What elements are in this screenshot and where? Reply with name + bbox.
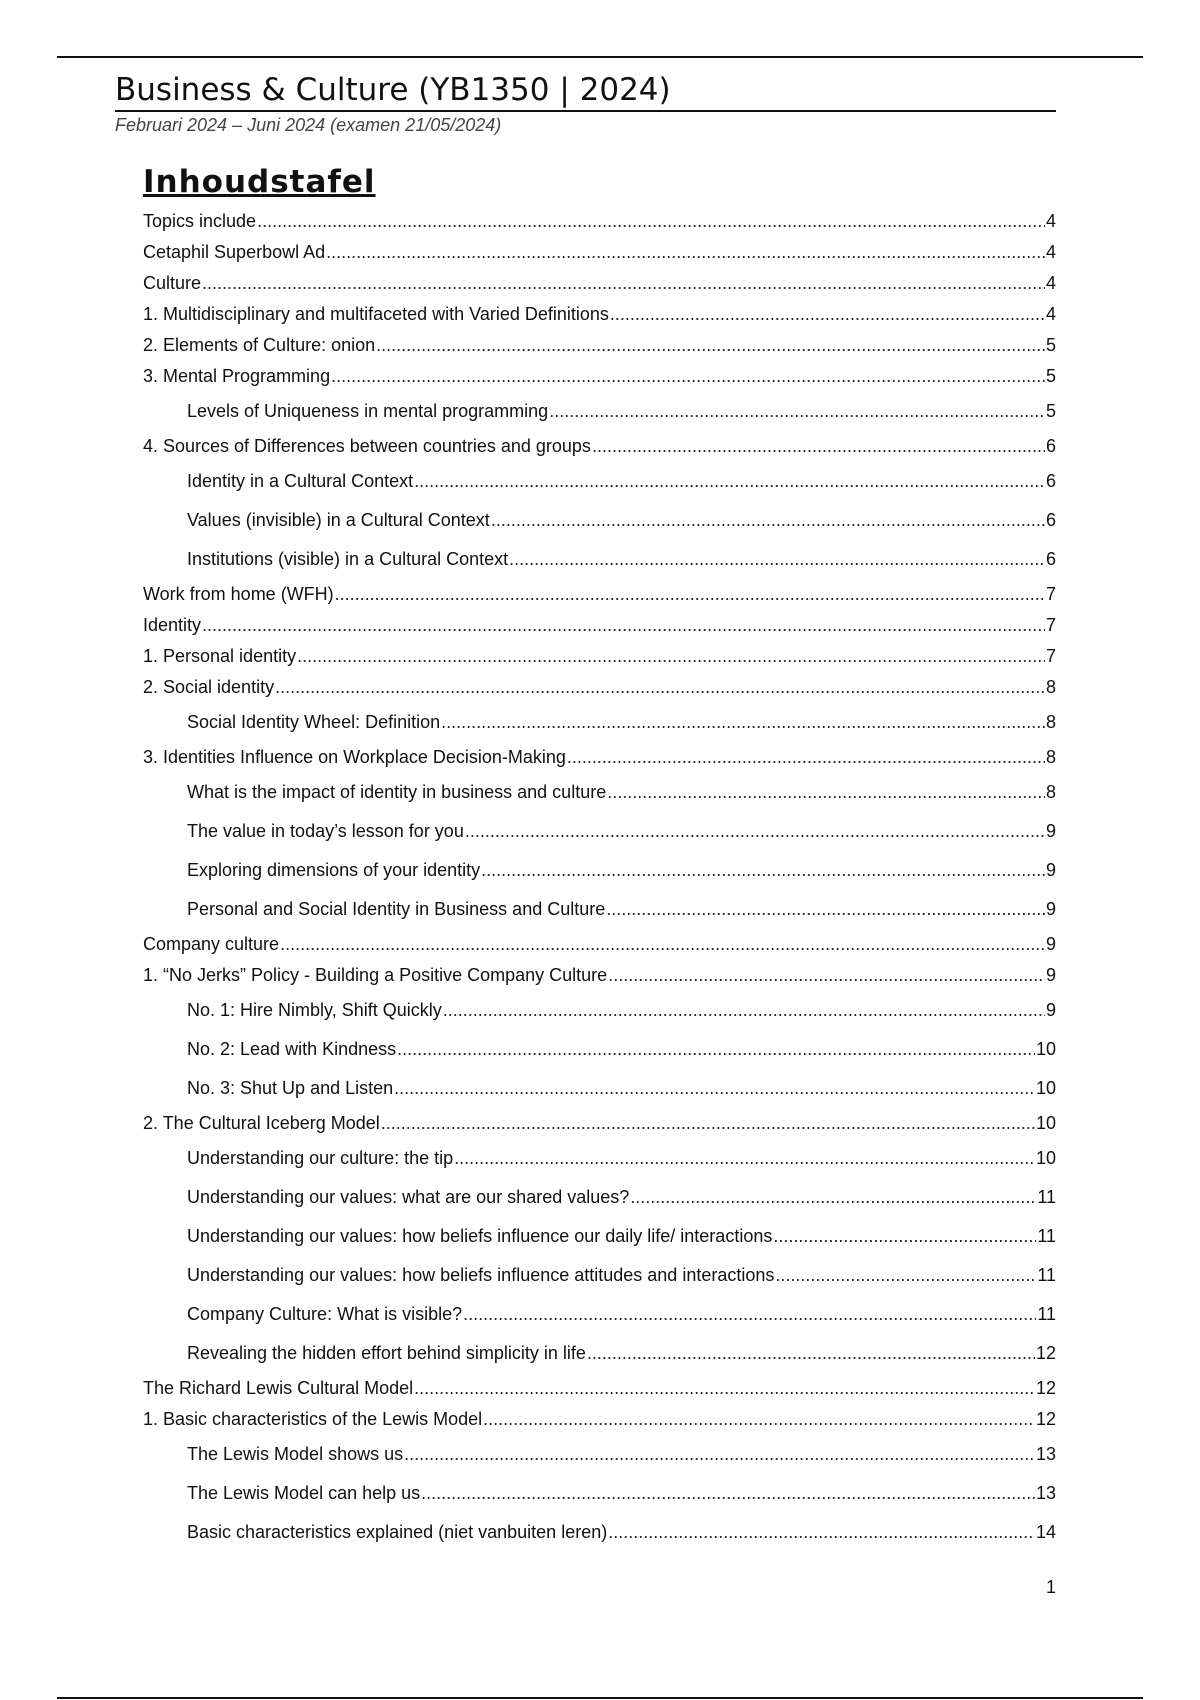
toc-dot-leader bbox=[275, 672, 1045, 703]
toc-entry[interactable] bbox=[143, 703, 1056, 742]
toc-entry[interactable] bbox=[143, 1139, 1056, 1178]
toc-entry-label: Institutions (visible) in a Cultural Context bbox=[187, 549, 509, 569]
toc-entry-page: 12 bbox=[1035, 1343, 1056, 1363]
toc-entry-label: 1. “No Jerks” Policy - Building a Positive Company Culture bbox=[143, 965, 608, 985]
toc-dot-leader bbox=[463, 1295, 1036, 1334]
toc-heading: Inhoudstafel bbox=[143, 164, 376, 200]
toc-entry-label: The Lewis Model shows us bbox=[187, 1444, 404, 1464]
toc-entry-label: 3. Identities Influence on Workplace Decision-Making bbox=[143, 747, 566, 767]
toc-entry[interactable] bbox=[143, 1030, 1056, 1069]
toc-dot-leader bbox=[404, 1435, 1035, 1474]
toc-entry-page: 11 bbox=[1037, 1226, 1056, 1246]
toc-list bbox=[143, 206, 1056, 1552]
toc-entry-label: Company culture bbox=[143, 934, 280, 954]
toc-entry-label: Understanding our values: how beliefs influence our daily life/ interactions bbox=[187, 1226, 773, 1246]
toc-entry-label: The Richard Lewis Cultural Model bbox=[143, 1378, 414, 1398]
toc-dot-leader bbox=[608, 1513, 1035, 1552]
toc-entry-label: Basic characteristics explained (niet vanbuiten leren) bbox=[187, 1522, 608, 1542]
toc-entry[interactable] bbox=[143, 1178, 1056, 1217]
toc-entry-label: 1. Basic characteristics of the Lewis Model bbox=[143, 1409, 483, 1429]
toc-entry-page: 14 bbox=[1035, 1522, 1056, 1542]
toc-entry-label: No. 3: Shut Up and Listen bbox=[187, 1078, 394, 1098]
toc-entry-page: 8 bbox=[1045, 782, 1056, 802]
toc-entry-page: 9 bbox=[1045, 965, 1056, 985]
toc-entry[interactable] bbox=[143, 1474, 1056, 1513]
toc-dot-leader bbox=[326, 237, 1045, 268]
toc-entry-page: 8 bbox=[1045, 677, 1056, 697]
document-title: Business & Culture (YB1350 | 2024) bbox=[115, 70, 1056, 112]
toc-entry-label: Company Culture: What is visible? bbox=[187, 1304, 463, 1324]
toc-entry-label: Understanding our values: how beliefs influence attitudes and interactions bbox=[187, 1265, 775, 1285]
toc-dot-leader bbox=[441, 703, 1045, 742]
toc-entry-page: 8 bbox=[1045, 712, 1056, 732]
toc-entry-page: 12 bbox=[1035, 1409, 1056, 1429]
toc-entry-label: Identity bbox=[143, 615, 202, 635]
toc-entry[interactable] bbox=[143, 1373, 1056, 1404]
toc-dot-leader bbox=[414, 462, 1045, 501]
toc-entry-label: Work from home (WFH) bbox=[143, 584, 334, 604]
toc-dot-leader bbox=[567, 742, 1045, 773]
toc-entry-label: Cetaphil Superbowl Ad bbox=[143, 242, 326, 262]
toc-entry-page: 13 bbox=[1035, 1444, 1056, 1464]
toc-entry-label: 2. Social identity bbox=[143, 677, 275, 697]
toc-entry-label: No. 1: Hire Nimbly, Shift Quickly bbox=[187, 1000, 442, 1020]
toc-dot-leader bbox=[202, 268, 1045, 299]
toc-dot-leader bbox=[397, 1030, 1035, 1069]
toc-entry[interactable] bbox=[143, 1295, 1056, 1334]
toc-entry-page: 6 bbox=[1045, 471, 1056, 491]
toc-entry-label: 3. Mental Programming bbox=[143, 366, 331, 386]
toc-dot-leader bbox=[331, 361, 1045, 392]
toc-entry-label: Identity in a Cultural Context bbox=[187, 471, 414, 491]
toc-dot-leader bbox=[587, 1334, 1035, 1373]
toc-entry-page: 6 bbox=[1045, 549, 1056, 569]
toc-dot-leader bbox=[549, 392, 1045, 431]
toc-dot-leader bbox=[280, 929, 1045, 960]
toc-entry-page: 11 bbox=[1037, 1187, 1056, 1207]
toc-entry-label: No. 2: Lead with Kindness bbox=[187, 1039, 397, 1059]
toc-entry-page: 10 bbox=[1035, 1148, 1056, 1168]
toc-entry[interactable] bbox=[143, 1404, 1056, 1435]
toc-entry-page: 9 bbox=[1045, 1000, 1056, 1020]
toc-dot-leader bbox=[606, 890, 1045, 929]
toc-entry[interactable] bbox=[143, 462, 1056, 501]
page-number: 1 bbox=[1045, 1577, 1056, 1597]
toc-entry-page: 7 bbox=[1045, 584, 1056, 604]
toc-entry-page: 9 bbox=[1045, 860, 1056, 880]
toc-dot-leader bbox=[443, 991, 1045, 1030]
toc-entry[interactable] bbox=[143, 431, 1056, 462]
toc-entry-page: 5 bbox=[1045, 366, 1056, 386]
toc-entry-page: 8 bbox=[1045, 747, 1056, 767]
toc-entry-page: 4 bbox=[1045, 242, 1056, 262]
toc-entry-label: Revealing the hidden effort behind simplicity in life bbox=[187, 1343, 586, 1363]
toc-entry-label: 2. Elements of Culture: onion bbox=[143, 335, 376, 355]
toc-entry-label: 1. Multidisciplinary and multifaceted with Varied Definitions bbox=[143, 304, 609, 324]
toc-entry[interactable] bbox=[143, 1334, 1056, 1373]
toc-entry-label: The value in today’s lesson for you bbox=[187, 821, 464, 841]
toc-dot-leader bbox=[509, 540, 1045, 579]
toc-entry[interactable] bbox=[143, 540, 1056, 579]
toc-dot-leader bbox=[610, 299, 1045, 330]
toc-entry-page: 12 bbox=[1035, 1378, 1056, 1398]
toc-entry-label: Culture bbox=[143, 273, 202, 293]
toc-dot-leader bbox=[608, 960, 1045, 991]
toc-dot-leader bbox=[773, 1217, 1036, 1256]
toc-dot-leader bbox=[376, 330, 1045, 361]
top-rule bbox=[57, 56, 1143, 58]
toc-entry-page: 7 bbox=[1045, 615, 1056, 635]
toc-entry[interactable] bbox=[143, 610, 1056, 641]
toc-dot-leader bbox=[297, 641, 1045, 672]
toc-entry-label: Values (invisible) in a Cultural Context bbox=[187, 510, 490, 530]
toc-entry[interactable] bbox=[143, 929, 1056, 960]
toc-entry[interactable] bbox=[143, 268, 1056, 299]
toc-entry-label: 4. Sources of Differences between countries and groups bbox=[143, 436, 591, 456]
toc-entry[interactable] bbox=[143, 501, 1056, 540]
toc-entry[interactable] bbox=[143, 1069, 1056, 1108]
toc-entry[interactable] bbox=[143, 851, 1056, 890]
toc-dot-leader bbox=[394, 1069, 1035, 1108]
toc-entry-label: What is the impact of identity in business and culture bbox=[187, 782, 607, 802]
toc-entry[interactable] bbox=[143, 392, 1056, 431]
toc-entry-page: 10 bbox=[1035, 1078, 1056, 1098]
toc-entry-page: 5 bbox=[1045, 401, 1056, 421]
toc-dot-leader bbox=[483, 1404, 1035, 1435]
toc-entry[interactable] bbox=[143, 237, 1056, 268]
toc-entry[interactable] bbox=[143, 1435, 1056, 1474]
toc-dot-leader bbox=[257, 206, 1045, 237]
toc-entry-page: 7 bbox=[1045, 646, 1056, 666]
toc-entry[interactable] bbox=[143, 812, 1056, 851]
toc-entry-label: Personal and Social Identity in Business and Culture bbox=[187, 899, 606, 919]
toc-entry-label: 1. Personal identity bbox=[143, 646, 297, 666]
toc-entry-label: The Lewis Model can help us bbox=[187, 1483, 421, 1503]
table-of-contents bbox=[143, 162, 1056, 1552]
toc-entry[interactable] bbox=[143, 206, 1056, 237]
toc-entry-label: Social Identity Wheel: Definition bbox=[187, 712, 441, 732]
toc-dot-leader bbox=[454, 1139, 1035, 1178]
toc-entry-page: 11 bbox=[1037, 1265, 1056, 1285]
toc-entry-label: Exploring dimensions of your identity bbox=[187, 860, 481, 880]
toc-dot-leader bbox=[202, 610, 1045, 641]
toc-entry[interactable] bbox=[143, 742, 1056, 773]
toc-entry[interactable] bbox=[143, 1513, 1056, 1552]
toc-entry-page: 4 bbox=[1045, 211, 1056, 231]
toc-entry[interactable] bbox=[143, 1217, 1056, 1256]
toc-dot-leader bbox=[414, 1373, 1035, 1404]
toc-entry-page: 4 bbox=[1045, 304, 1056, 324]
toc-entry[interactable] bbox=[143, 890, 1056, 929]
toc-entry[interactable] bbox=[143, 361, 1056, 392]
toc-entry-label: Levels of Uniqueness in mental programming bbox=[187, 401, 549, 421]
toc-entry-page: 9 bbox=[1045, 934, 1056, 954]
toc-entry-label: Understanding our values: what are our shared values? bbox=[187, 1187, 630, 1207]
toc-entry-page: 9 bbox=[1045, 821, 1056, 841]
toc-entry-page: 4 bbox=[1045, 273, 1056, 293]
toc-entry[interactable] bbox=[143, 991, 1056, 1030]
toc-dot-leader bbox=[481, 851, 1045, 890]
toc-entry[interactable] bbox=[143, 773, 1056, 812]
toc-entry[interactable] bbox=[143, 960, 1056, 991]
toc-dot-leader bbox=[607, 773, 1045, 812]
toc-entry[interactable] bbox=[143, 1256, 1056, 1295]
toc-entry-label: Understanding our culture: the tip bbox=[187, 1148, 454, 1168]
toc-entry-page: 9 bbox=[1045, 899, 1056, 919]
toc-entry[interactable] bbox=[143, 330, 1056, 361]
toc-entry-page: 5 bbox=[1045, 335, 1056, 355]
toc-entry-page: 11 bbox=[1037, 1304, 1056, 1324]
toc-dot-leader bbox=[465, 812, 1045, 851]
toc-entry-page: 10 bbox=[1035, 1113, 1056, 1133]
toc-entry[interactable] bbox=[143, 672, 1056, 703]
toc-entry[interactable] bbox=[143, 1108, 1056, 1139]
toc-dot-leader bbox=[421, 1474, 1035, 1513]
toc-entry-label: 2. The Cultural Iceberg Model bbox=[143, 1113, 380, 1133]
toc-entry-page: 6 bbox=[1045, 510, 1056, 530]
document-header bbox=[115, 70, 1056, 138]
toc-dot-leader bbox=[491, 501, 1045, 540]
bottom-rule bbox=[57, 1697, 1143, 1699]
toc-entry-label: Topics include bbox=[143, 211, 257, 231]
toc-dot-leader bbox=[381, 1108, 1035, 1139]
toc-dot-leader bbox=[630, 1178, 1036, 1217]
toc-dot-leader bbox=[775, 1256, 1036, 1295]
document-subtitle: Februari 2024 – Juni 2024 (examen 21/05/2024) bbox=[115, 115, 502, 135]
toc-dot-leader bbox=[592, 431, 1045, 462]
toc-entry[interactable] bbox=[143, 299, 1056, 330]
toc-entry[interactable] bbox=[143, 641, 1056, 672]
toc-entry[interactable] bbox=[143, 579, 1056, 610]
toc-entry-page: 10 bbox=[1035, 1039, 1056, 1059]
toc-dot-leader bbox=[335, 579, 1045, 610]
toc-entry-page: 6 bbox=[1045, 436, 1056, 456]
toc-entry-page: 13 bbox=[1035, 1483, 1056, 1503]
